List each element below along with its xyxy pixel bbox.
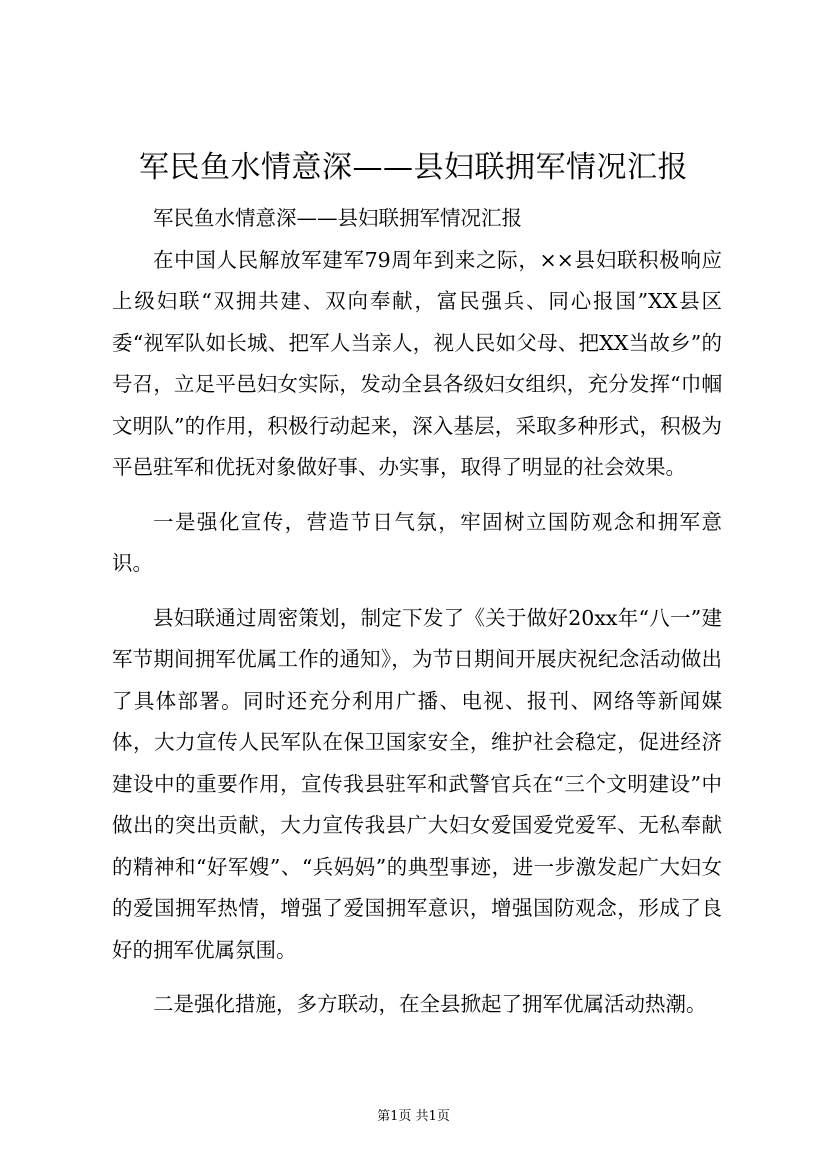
body-paragraph-subtitle: 军民鱼水情意深——县妇联拥军情况汇报 (153, 206, 522, 230)
document-body (112, 198, 722, 1039)
body-paragraph-intro: 在中国人民解放军建军79周年到来之际，××县妇联积极响应上级妇联“双拥共建、双向奉献，富民强兵、同心报国”XX县区委“视军队如长城、把军人当亲人，视人民如父母、把XX当故乡”的号召，立足平邑妇女实际，发动全县各级妇女组织，充分发挥“巾帼文明队”的作用，积极行动起来，深入基层，采取多种形式，积极为平邑驻军和优抚对象做好事、办实事，取得了明显的社会效果。 (112, 247, 722, 479)
body-paragraph-publicity: 县妇联通过周密策划，制定下发了《关于做好20xx年“八一”建军节期间拥军优属工作的通知》，为节日期间开展庆祝纪念活动做出了具体部署。同时还充分利用广播、电视、报刊、网络等新闻媒体，大力宣传人民军队在保卫国家安全，维护社会稳定，促进经济建设中的重要作用，宣传我县驻军和武警官兵在“三个文明建设”中做出的突出贡献，大力宣传我县广大妇女爱国爱党爱军、无私奉献的精神和“好军嫂”、“兵妈妈”的典型事迹，进一步激发起广大妇女的爱国拥军热情，增强了爱国拥军意识，增强国防观念，形成了良好的拥军优属氛围。 (112, 605, 722, 962)
page-number-footer: 第1页 共1页 (377, 1109, 450, 1124)
body-paragraph-point-one: 一是强化宣传，营造节日气氛，牢固树立国防观念和拥军意识。 (112, 509, 722, 575)
body-paragraph-point-two: 二是强化措施，多方联动，在全县掀起了拥军优属活动热潮。 (153, 992, 707, 1016)
document-title: 军民鱼水情意深——县妇联拥军情况汇报 (139, 150, 688, 185)
